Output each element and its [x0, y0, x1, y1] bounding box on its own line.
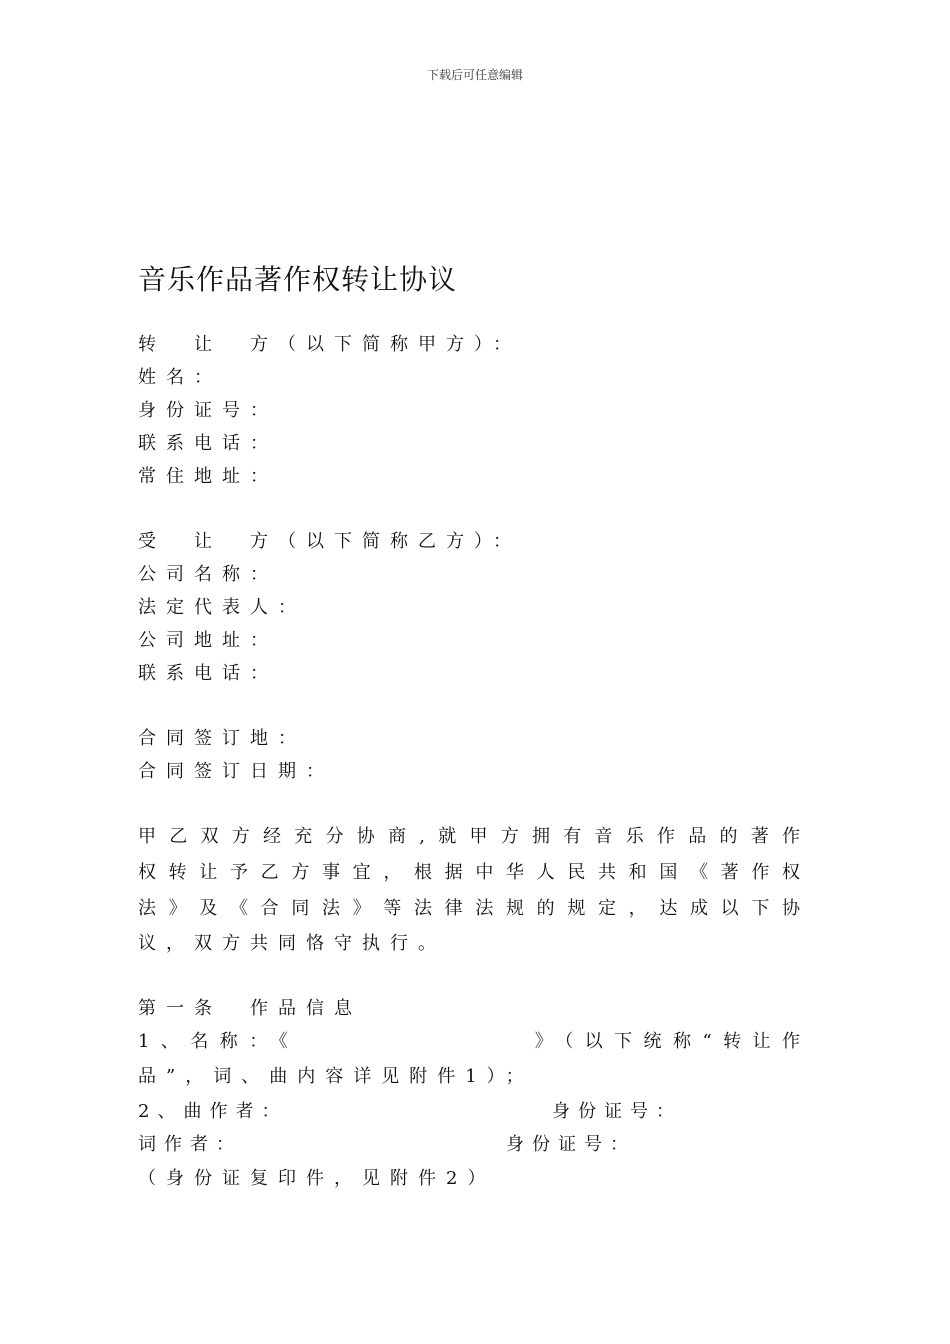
article-1-heading: 第一条 作品信息	[138, 998, 362, 1019]
document-title: 音乐作品著作权转让协议	[138, 263, 458, 296]
party-a-name: 姓名：	[138, 367, 222, 388]
work-name-text: 1、名称：《 》（以下统称“转让作	[138, 1031, 800, 1052]
preamble-line-3	[138, 896, 800, 922]
contract-place: 合同签订地：	[138, 728, 306, 749]
party-a-phone: 联系电话：	[138, 433, 278, 454]
lyricist-label: 词作者：	[138, 1134, 242, 1155]
composer-line	[138, 1099, 800, 1125]
preamble-text: 甲乙双方经充分协商,就甲方拥有音乐作品的著作	[138, 826, 800, 847]
preamble-line-4: 议，双方共同恪守执行。	[138, 933, 446, 954]
id-copy-note: （身份证复印件，见附件2）	[138, 1168, 496, 1189]
contract-date: 合同签订日期：	[138, 761, 334, 782]
party-a-id-number: 身份证号：	[138, 400, 278, 421]
preamble-text: 法》及《合同法》等法律法规的规定，达成以下协	[138, 898, 800, 919]
party-b-phone: 联系电话：	[138, 663, 278, 684]
preamble-text: 权转让予乙方事宜，根据中华人民共和国《著作权	[138, 862, 800, 883]
party-b-address: 公司地址：	[138, 630, 278, 651]
party-b-heading: 受 让 方（以下简称乙方）：	[138, 531, 521, 552]
preamble-line-1	[138, 824, 800, 850]
composer-label: 2、曲作者：	[138, 1101, 288, 1122]
header-note: 下载后可任意编辑	[426, 68, 523, 82]
party-a-heading: 转 让 方（以下简称甲方）：	[138, 334, 521, 355]
preamble-line-2	[138, 860, 800, 886]
composer-id-label: 身份证号：	[552, 1101, 682, 1122]
lyricist-line	[138, 1132, 800, 1158]
party-b-legal-rep: 法定代表人：	[138, 597, 306, 618]
party-b-company: 公司名称：	[138, 564, 278, 585]
article-1-item-1-line-2: 品”，词、曲内容详见附件1）；	[138, 1066, 534, 1087]
lyricist-id-label: 身份证号：	[506, 1134, 636, 1155]
party-a-address: 常住地址：	[138, 466, 278, 487]
article-1-item-1-line-1	[138, 1029, 800, 1055]
